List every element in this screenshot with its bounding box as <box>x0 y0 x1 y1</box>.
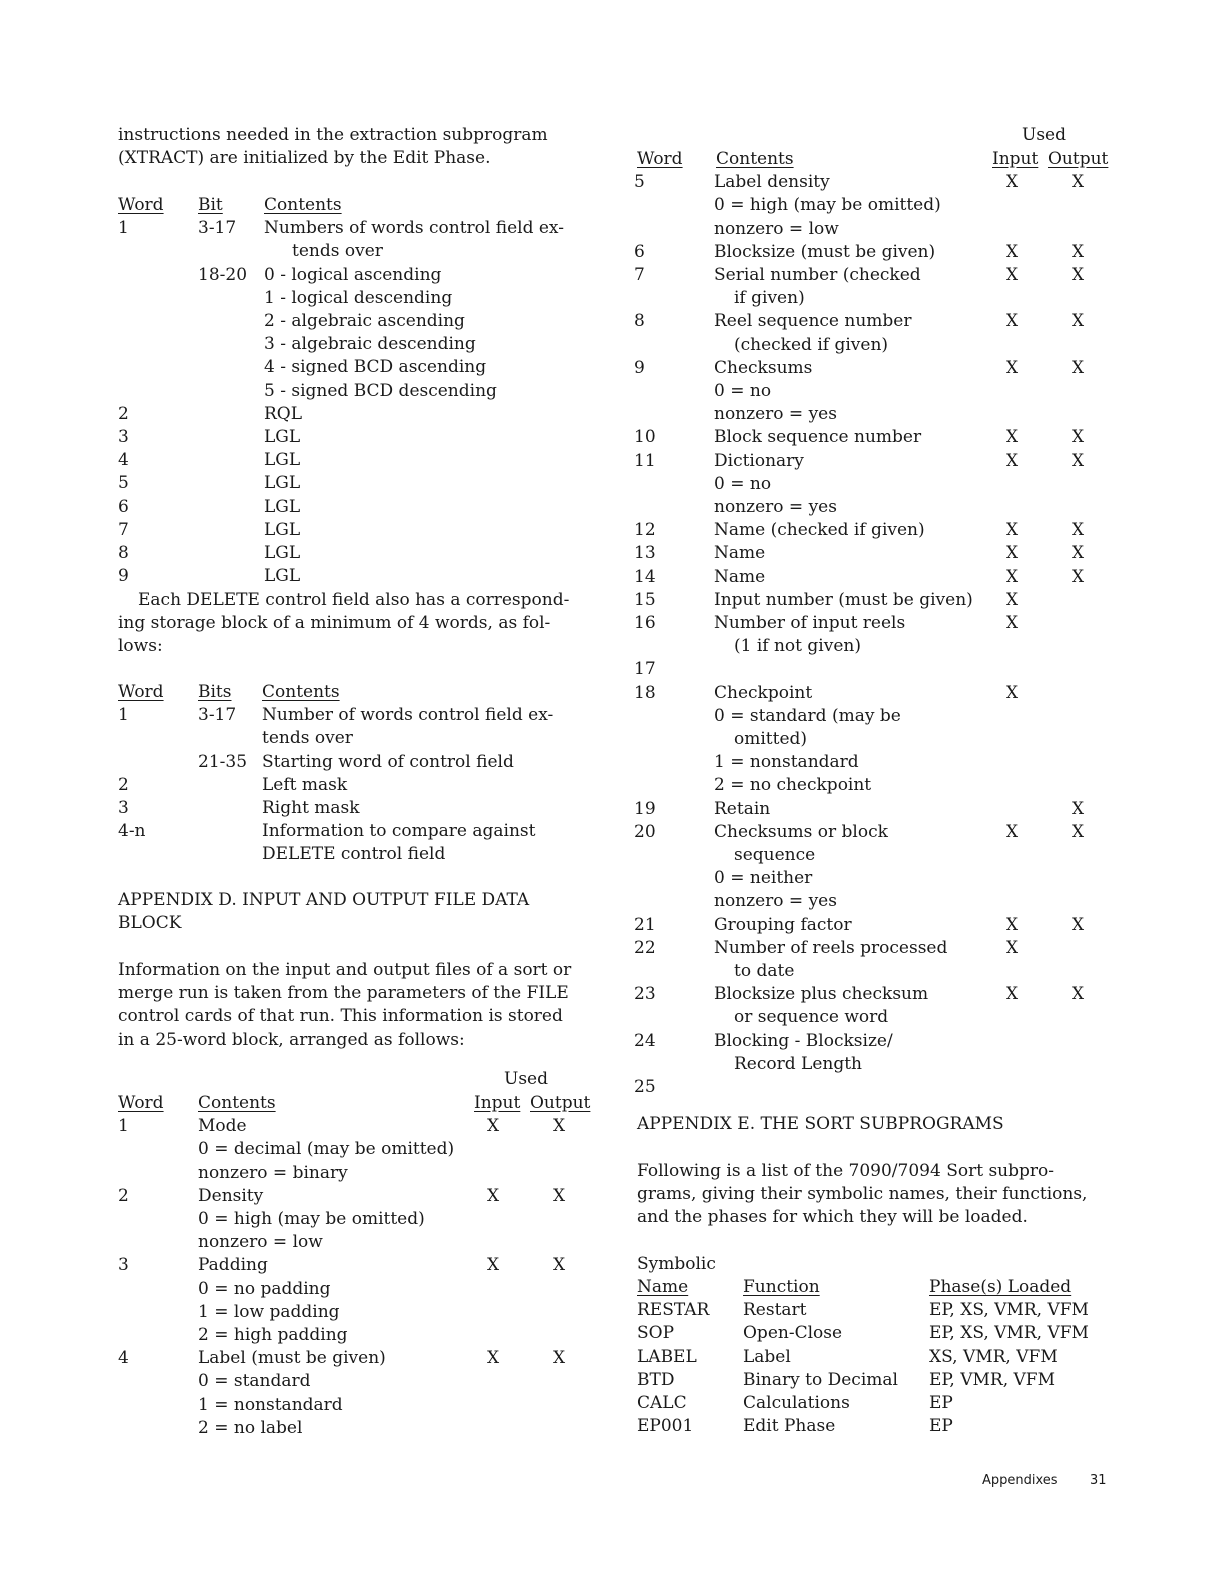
table1-word: 7 <box>118 519 129 540</box>
table3-contents: Mode <box>198 1116 247 1137</box>
table4-word: 9 <box>634 357 645 378</box>
table2-contents: Right mask <box>262 798 360 818</box>
table3-contents: 2 = high padding <box>198 1325 348 1345</box>
table4-contents: (1 if not given) <box>734 636 861 657</box>
table4-contents: 0 = neither <box>714 868 813 889</box>
table2-contents: Left mask <box>262 774 348 795</box>
table4-contents: 1 = nonstandard <box>714 752 859 773</box>
table4-word: 19 <box>634 798 656 819</box>
table4-word: 5 <box>634 172 645 193</box>
table4-word: 12 <box>634 520 656 541</box>
intro-line: (XTRACT) are initialized by the Edit Phase. <box>118 148 491 169</box>
table4-header-used: Used <box>1022 125 1066 145</box>
table2-bit: 21-35 <box>198 751 248 772</box>
table5-name: LABEL <box>637 1346 697 1367</box>
table4-header-input: Input <box>992 149 1039 169</box>
table2-word: 4-n <box>118 821 146 842</box>
paragraph-line: control cards of that run. This information is stored <box>118 1006 563 1027</box>
table3-header-used: Used <box>504 1069 548 1089</box>
table4-header-contents: Contents <box>716 149 794 169</box>
table4-word: 17 <box>634 659 656 680</box>
table1-word: 4 <box>118 450 129 471</box>
table1-contents: LGL <box>264 473 301 494</box>
table1-word: 6 <box>118 496 129 517</box>
table1-contents: LGL <box>264 427 301 447</box>
table1-bit: 3-17 <box>198 218 237 239</box>
table3-header-input: Input <box>474 1093 521 1113</box>
table5-function: Calculations <box>743 1393 850 1413</box>
table1-contents: Numbers of words control field ex- <box>264 218 564 239</box>
table4-output-mark: X <box>1071 311 1085 332</box>
table4-input-mark: X <box>1005 821 1019 842</box>
paragraph-line: grams, giving their symbolic names, their functions, <box>637 1184 1088 1205</box>
paragraph-line: Following is a list of the 7090/7094 Sort subpro- <box>637 1161 1054 1181</box>
table4-input-mark: X <box>1005 682 1019 703</box>
table4-header-word: Word <box>637 149 683 169</box>
table4-contents: Blocksize plus checksum <box>714 984 929 1005</box>
table4-input-mark: X <box>1005 613 1019 633</box>
table3-contents: Label (must be given) <box>198 1348 386 1369</box>
table5-name: CALC <box>637 1393 687 1413</box>
table5-phases: EP <box>929 1416 953 1437</box>
table4-input-mark: X <box>1005 265 1019 285</box>
appendix-e-heading: APPENDIX E. THE SORT SUBPROGRAMS <box>637 1114 1004 1134</box>
table1-word: 8 <box>118 543 129 563</box>
table1-word: 5 <box>118 473 129 494</box>
table4-contents: Record Length <box>734 1053 862 1074</box>
table4-input-mark: X <box>1005 172 1019 193</box>
table4-output-mark: X <box>1071 798 1085 819</box>
table4-input-mark: X <box>1005 984 1019 1005</box>
table4-contents: (checked if given) <box>734 334 889 355</box>
table4-contents: Serial number (checked <box>714 265 921 285</box>
table3-input-mark: X <box>486 1348 500 1369</box>
table3-contents: 0 = high (may be omitted) <box>198 1209 425 1229</box>
table4-input-mark: X <box>1005 311 1019 332</box>
table4-word: 20 <box>634 821 656 842</box>
table3-contents: 0 = no padding <box>198 1278 331 1299</box>
table4-word: 22 <box>634 937 656 958</box>
table1-contents: tends over <box>292 241 383 262</box>
table4-word: 7 <box>634 265 645 285</box>
table4-contents: Reel sequence number <box>714 311 912 332</box>
table4-contents: Input number (must be given) <box>714 589 973 610</box>
table1-word: 3 <box>118 427 129 447</box>
table4-word: 11 <box>634 450 656 471</box>
table1-contents: LGL <box>264 543 301 563</box>
table4-contents: Blocksize (must be given) <box>714 241 936 262</box>
table1-contents: 1 - logical descending <box>264 287 453 308</box>
table1-contents: 4 - signed BCD ascending <box>264 357 487 378</box>
table4-word: 21 <box>634 914 656 935</box>
table1-word: 9 <box>118 566 129 587</box>
table3-word: 1 <box>118 1116 129 1137</box>
table4-contents: omitted) <box>734 729 808 749</box>
table4-word: 18 <box>634 682 656 703</box>
table2-bit: 3-17 <box>198 705 237 726</box>
table2-contents: tends over <box>262 728 353 749</box>
table4-contents: Checkpoint <box>714 682 813 703</box>
table4-output-mark: X <box>1071 821 1085 842</box>
table4-contents: Retain <box>714 798 771 819</box>
table4-contents: Number of reels processed <box>714 937 948 958</box>
table1-contents: LGL <box>264 519 301 540</box>
table4-contents: nonzero = yes <box>714 891 837 912</box>
table4-contents: if given) <box>734 288 805 309</box>
table5-function: Label <box>743 1346 791 1367</box>
appendix-d-heading: BLOCK <box>118 913 182 934</box>
table3-contents: nonzero = binary <box>198 1162 348 1183</box>
table1-contents: 0 - logical ascending <box>264 264 442 285</box>
table4-contents: nonzero = yes <box>714 404 837 425</box>
table4-contents: Blocking - Blocksize/ <box>714 1030 893 1051</box>
table2-contents: DELETE control field <box>262 844 446 865</box>
table3-input-mark: X <box>486 1255 500 1276</box>
table2-word: 1 <box>118 705 129 726</box>
table5-name: RESTAR <box>637 1300 710 1321</box>
table2-contents: Starting word of control field <box>262 751 514 772</box>
table1-contents: LGL <box>264 496 301 517</box>
table4-input-mark: X <box>1005 357 1019 378</box>
table1-header-bit: Bit <box>198 195 223 215</box>
table4-output-mark: X <box>1071 543 1085 564</box>
table4-input-mark: X <box>1005 937 1019 958</box>
table3-input-mark: X <box>486 1116 500 1137</box>
table3-contents: Padding <box>198 1255 268 1276</box>
intro-line: instructions needed in the extraction subprogram <box>118 125 548 145</box>
table4-output-mark: X <box>1071 450 1085 471</box>
table4-contents: to date <box>734 961 795 981</box>
table4-input-mark: X <box>1005 427 1019 448</box>
table4-contents: Number of input reels <box>714 613 906 633</box>
table4-contents: Name (checked if given) <box>714 520 925 541</box>
table4-contents: Name <box>714 566 766 587</box>
table4-output-mark: X <box>1071 520 1085 541</box>
table5-name: EP001 <box>637 1416 694 1437</box>
table3-contents: 1 = low padding <box>198 1301 340 1322</box>
table5-phases: EP, VMR, VFM <box>929 1369 1055 1390</box>
table4-word: 14 <box>634 566 656 587</box>
table4-input-mark: X <box>1005 520 1019 541</box>
paragraph-line: lows: <box>118 636 163 657</box>
paragraph-line: ing storage block of a minimum of 4 words, as fol- <box>118 613 551 634</box>
paragraph-line: Each DELETE control field also has a correspond- <box>138 590 570 610</box>
table4-contents: Label density <box>714 172 830 193</box>
paragraph-line: Information on the input and output files of a sort or <box>118 960 572 980</box>
table4-input-mark: X <box>1005 543 1019 564</box>
table3-contents: 0 = standard <box>198 1371 311 1392</box>
paragraph-line: merge run is taken from the parameters of the FILE <box>118 983 569 1004</box>
table3-contents: 2 = no label <box>198 1417 303 1438</box>
table4-output-mark: X <box>1071 241 1085 262</box>
table4-output-mark: X <box>1071 172 1085 193</box>
table4-input-mark: X <box>1005 589 1019 610</box>
table4-output-mark: X <box>1071 427 1085 448</box>
table4-output-mark: X <box>1071 357 1085 378</box>
table3-word: 2 <box>118 1185 129 1206</box>
table3-input-mark: X <box>486 1185 500 1206</box>
table2-contents: Information to compare against <box>262 821 536 842</box>
table1-header-word: Word <box>118 195 164 215</box>
table5-name: BTD <box>637 1369 675 1390</box>
paragraph-line: and the phases for which they will be loaded. <box>637 1207 1028 1228</box>
table4-contents: Checksums <box>714 357 813 378</box>
table3-word: 3 <box>118 1255 129 1276</box>
table5-header-name: Name <box>637 1277 689 1297</box>
appendix-d-heading: APPENDIX D. INPUT AND OUTPUT FILE DATA <box>118 890 530 910</box>
table1-contents: LGL <box>264 566 301 587</box>
table4-contents: sequence <box>734 845 816 865</box>
table1-contents: LGL <box>264 450 301 471</box>
table3-header-contents: Contents <box>198 1093 276 1113</box>
table1-header-contents: Contents <box>264 195 342 215</box>
table5-function: Binary to Decimal <box>743 1369 898 1390</box>
table5-phases: EP, XS, VMR, VFM <box>929 1323 1089 1344</box>
table4-input-mark: X <box>1005 914 1019 935</box>
table4-contents: or sequence word <box>734 1007 889 1028</box>
table3-contents: Density <box>198 1185 264 1206</box>
table5-header-phases: Phase(s) Loaded <box>929 1277 1072 1297</box>
table4-contents: 0 = no <box>714 381 772 401</box>
table5-header-function: Function <box>743 1277 820 1297</box>
table1-bit: 18-20 <box>198 264 248 285</box>
table4-word: 8 <box>634 311 645 332</box>
table4-contents: Name <box>714 543 766 564</box>
table4-output-mark: X <box>1071 914 1085 935</box>
table3-output-mark: X <box>552 1185 566 1206</box>
table3-output-mark: X <box>552 1116 566 1137</box>
table4-contents: nonzero = yes <box>714 497 837 517</box>
table2-word: 3 <box>118 798 129 818</box>
table4-contents: 0 = standard (may be <box>714 705 901 726</box>
page-number: 31 <box>1090 1473 1107 1488</box>
table1-word: 1 <box>118 218 129 239</box>
table4-output-mark: X <box>1071 566 1085 587</box>
table2-header-word: Word <box>118 682 164 702</box>
table1-contents: 5 - signed BCD descending <box>264 380 497 401</box>
table4-word: 16 <box>634 613 656 633</box>
table5-name: SOP <box>637 1323 675 1344</box>
table4-word: 15 <box>634 589 656 610</box>
table4-output-mark: X <box>1071 984 1085 1005</box>
table4-contents: nonzero = low <box>714 218 839 239</box>
table4-input-mark: X <box>1005 241 1019 262</box>
table4-contents: 2 = no checkpoint <box>714 775 872 796</box>
table5-phases: EP <box>929 1393 953 1413</box>
footer-section: Appendixes <box>982 1473 1058 1488</box>
table4-word: 23 <box>634 984 656 1005</box>
table2-word: 2 <box>118 774 129 795</box>
table3-contents: nonzero = low <box>198 1232 323 1253</box>
table2-contents: Number of words control field ex- <box>262 705 554 726</box>
table4-input-mark: X <box>1005 450 1019 471</box>
paragraph-line: in a 25-word block, arranged as follows: <box>118 1029 465 1050</box>
table4-input-mark: X <box>1005 566 1019 587</box>
table3-header-output: Output <box>530 1093 591 1113</box>
table3-output-mark: X <box>552 1348 566 1369</box>
table4-output-mark: X <box>1071 265 1085 285</box>
table5-phases: XS, VMR, VFM <box>929 1346 1058 1367</box>
table2-header-bit: Bits <box>198 682 232 702</box>
table1-word: 2 <box>118 403 129 424</box>
table5-function: Open-Close <box>743 1323 843 1344</box>
table2-header-contents: Contents <box>262 682 340 702</box>
table5-function: Restart <box>743 1300 807 1321</box>
table4-contents: 0 = high (may be omitted) <box>714 195 941 216</box>
table4-word: 25 <box>634 1077 656 1097</box>
table4-word: 6 <box>634 241 645 262</box>
table1-contents: 2 - algebraic ascending <box>264 311 465 331</box>
table4-word: 24 <box>634 1030 656 1051</box>
table5-header-symbolic: Symbolic <box>637 1254 716 1274</box>
table4-header-output: Output <box>1048 149 1109 169</box>
table4-contents: Checksums or block <box>714 821 888 842</box>
table4-contents: Dictionary <box>714 450 804 471</box>
table4-contents: Grouping factor <box>714 914 852 935</box>
table3-contents: 0 = decimal (may be omitted) <box>198 1139 455 1160</box>
table5-phases: EP, XS, VMR, VFM <box>929 1300 1089 1321</box>
table4-contents: 0 = no <box>714 473 772 494</box>
table4-word: 13 <box>634 543 656 564</box>
table3-output-mark: X <box>552 1255 566 1276</box>
table1-contents: 3 - algebraic descending <box>264 334 476 355</box>
table4-contents: Block sequence number <box>714 427 922 448</box>
table5-function: Edit Phase <box>743 1416 836 1437</box>
table3-word: 4 <box>118 1348 129 1369</box>
table3-contents: 1 = nonstandard <box>198 1394 343 1415</box>
table1-contents: RQL <box>264 403 303 424</box>
table4-word: 10 <box>634 427 656 448</box>
table3-header-word: Word <box>118 1093 164 1113</box>
